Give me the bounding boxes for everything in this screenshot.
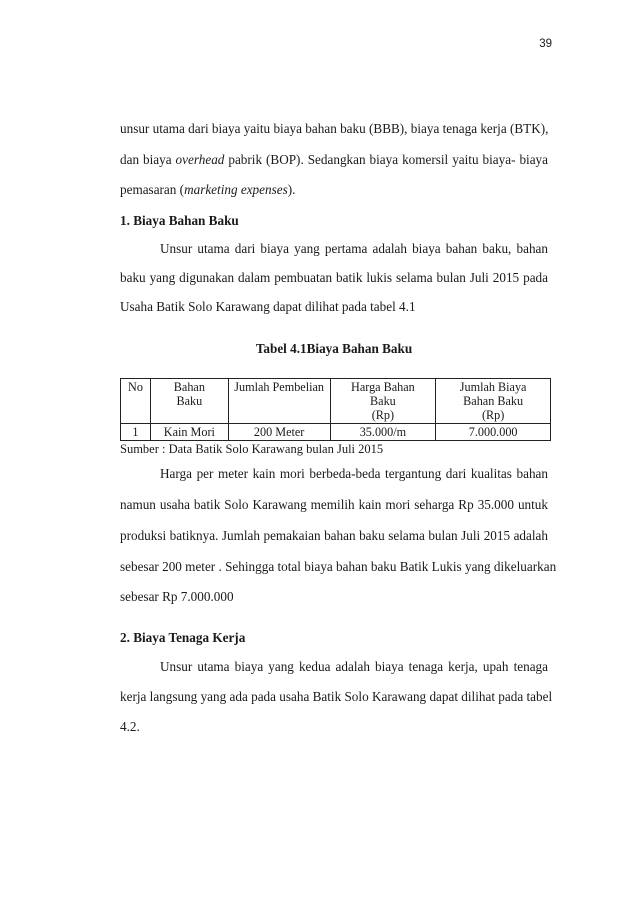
table-source: Sumber : Data Batik Solo Karawang bulan Juli 2015	[120, 442, 384, 456]
paragraph-line: namun usaha batik Solo Karawang memilih kain mori seharga Rp 35.000 untuk	[120, 497, 548, 512]
paragraph-line: sebesar 200 meter . Sehingga total biaya bahan baku Batik Lukis yang dikeluarkan	[120, 559, 557, 574]
header-text: Baku	[370, 394, 396, 408]
paragraph-line: 4.2.	[120, 719, 140, 734]
table-row	[121, 424, 551, 441]
column-header-total	[436, 379, 551, 424]
paragraph-line: unsur utama dari biaya yaitu biaya bahan baku (BBB), biaya tenaga kerja (BTK),	[120, 121, 549, 136]
paragraph-line	[120, 182, 548, 198]
table-cell: Kain Mori	[150, 424, 228, 441]
paragraph-line: kerja langsung yang ada pada usaha Batik Solo Karawang dapat dilihat pada tabel	[120, 689, 553, 704]
table-cell: 200 Meter	[228, 424, 330, 441]
paragraph-line: sebesar Rp 7.000.000	[120, 589, 234, 604]
italic-term: marketing expenses	[184, 182, 288, 197]
column-header-price	[330, 379, 436, 424]
paragraph-line: baku yang digunakan dalam pembuatan batik lukis selama bulan Juli 2015 pada	[120, 270, 548, 285]
page-number: 39	[539, 38, 552, 50]
section-heading: 2. Biaya Tenaga Kerja	[120, 630, 246, 645]
text-run: pemasaran (	[120, 182, 185, 197]
paragraph-line: Usaha Batik Solo Karawang dapat dilihat pada tabel 4.1	[120, 299, 416, 314]
material-cost-table	[120, 378, 551, 441]
header-text: Bahan	[173, 380, 205, 394]
text-run: pabrik (BOP). Sedangkan biaya komersil yaitu biaya- biaya	[224, 152, 548, 167]
paragraph-line: Unsur utama biaya yang kedua adalah biaya tenaga kerja, upah tenaga	[160, 659, 548, 674]
header-text: No	[128, 380, 143, 394]
paragraph-line	[120, 152, 548, 168]
section-heading: 1. Biaya Bahan Baku	[120, 213, 239, 228]
header-text: Bahan Baku	[463, 394, 524, 408]
header-text: Jumlah Biaya	[459, 380, 527, 394]
table-caption: Tabel 4.1Biaya Bahan Baku	[255, 341, 413, 356]
column-header-material	[150, 379, 228, 424]
column-header-quantity	[228, 379, 330, 424]
paragraph-line: Unsur utama dari biaya yang pertama adalah biaya bahan baku, bahan	[160, 241, 548, 256]
text-run: ).	[287, 182, 296, 197]
text-run: dan biaya	[120, 152, 176, 167]
header-text: (Rp)	[481, 408, 505, 422]
header-text: (Rp)	[371, 408, 395, 422]
paragraph-line: Harga per meter kain mori berbeda-beda tergantung dari kualitas bahan	[160, 466, 548, 481]
table-cell: 7.000.000	[436, 424, 551, 441]
italic-term: overhead	[175, 152, 225, 167]
table-header-row	[121, 379, 551, 424]
table-cell: 1	[121, 424, 151, 441]
paragraph-line: produksi batiknya. Jumlah pemakaian bahan baku selama bulan Juli 2015 adalah	[120, 528, 548, 543]
table-cell: 35.000/m	[330, 424, 436, 441]
header-text: Jumlah Pembelian	[234, 380, 324, 394]
header-text: Harga Bahan	[351, 380, 415, 394]
column-header-no	[121, 379, 151, 424]
header-text: Baku	[176, 394, 203, 408]
